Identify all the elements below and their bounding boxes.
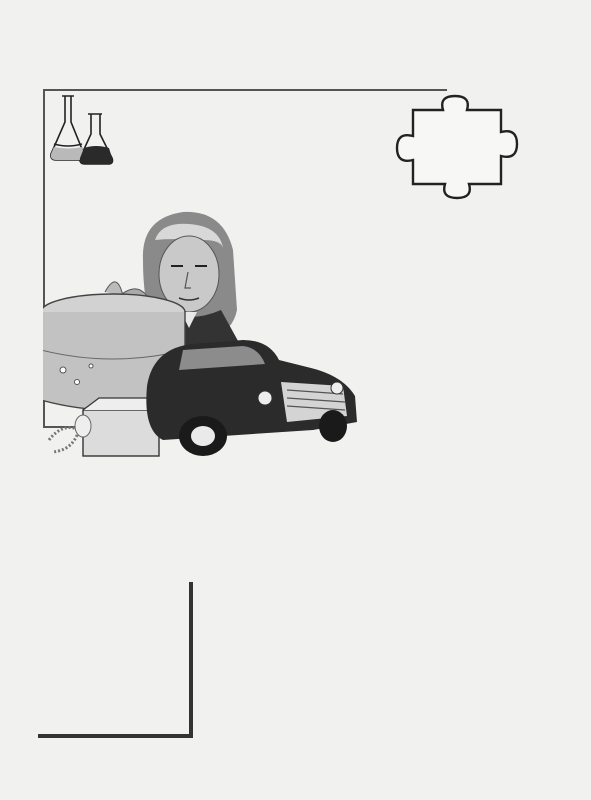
flasks-icon (48, 92, 120, 168)
faraday-car-illustration (43, 200, 363, 472)
classic-car (146, 340, 357, 456)
puzzle-piece-icon (393, 92, 533, 202)
frame-top-rule (43, 89, 447, 91)
vocabulary-box (38, 582, 193, 738)
